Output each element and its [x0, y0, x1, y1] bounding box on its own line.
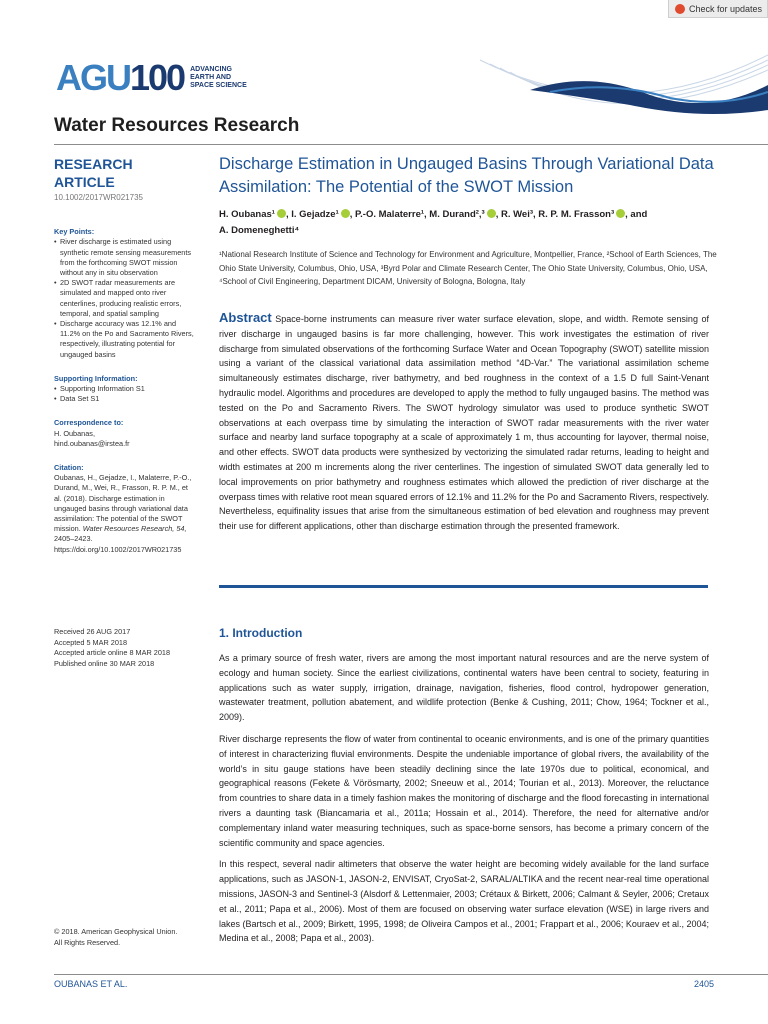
author-conjunction: , and: [625, 209, 648, 220]
header-divider: [54, 144, 768, 145]
doi[interactable]: 10.1002/2017WR021735: [54, 193, 143, 202]
paragraph: In this respect, several nadir altimeters that observe the water height are becoming widely available for the land surface applications, such as JASON-1, JASON-2, ENVISAT, CryoSat-2, SARAL/ALTIKA and the recent near-real time operational missions, JASON-3 and Sentinel-3 (Alsdorf & Lettenmaier, 2003; Crétaux & Birkett, 2006; Calmant & Seyler, 2006; Cretaux et al., 2011; Papa et al., 2006). Most of them are focused on observing water surface elevation (WSE) in large rivers and lakes (Bartsch et al., 2009; Birkett, 1995, 1998; de Oliveira Campos et al., 2001; Frappart et al., 2006; Kouraev et al., 2004; Medina et al., 2008; Papa et al., 2003).: [219, 859, 709, 944]
section-heading-introduction: 1. Introduction: [219, 626, 303, 640]
check-for-updates-label: Check for updates: [689, 3, 763, 14]
check-for-updates-button[interactable]: [668, 0, 768, 18]
correspondence-heading: Correspondence to:: [54, 418, 124, 428]
update-icon: [675, 4, 685, 14]
citation-tail[interactable]: 2405–2423. https://doi.org/10.1002/2017WR021735: [54, 534, 182, 554]
logo-tagline-1: ADVANCING: [190, 66, 232, 73]
orcid-icon[interactable]: [487, 209, 496, 218]
article-type-label: RESEARCH ARTICLE: [54, 156, 133, 190]
citation-journal: Water Resources Research, 54,: [82, 524, 187, 534]
logo-100-text: 100: [130, 57, 185, 98]
author: , P.-O. Malaterre¹, M. Durand²,³: [349, 209, 485, 220]
abstract: [219, 311, 709, 534]
accepted-online-date: Accepted article online 8 MAR 2018: [54, 648, 171, 657]
abstract-text: Space-borne instruments can measure river water surface elevation, slope, and width. Remote sensing of river discharge in ungauged basins is far more challenging, however. This work investigates the estimation of river discharge from simulated observations of the forthcoming Surface Water and Ocean Topography (SWOT) satellite mission using a variant of the classical variational data assimilation method “4D-Var.” The variational assimilation scheme simultaneously estimates discharge, river bathymetry, and bed roughness in the context of a 1.5 D full Saint-Venant hydraulic model. Algorithms and procedures are developed to apply the method to fully ungauged basins. The method was tested on the Po and Sacramento Rivers. The SWOT hydrology simulator was used to produce synthetic SWOT observations at each overpass time by simulating the interaction of SWOT radar measurements with the river water surface and nearby land surface topography at a scale of approximately 1 m, thus accounting for layover, thermal noise, and other effects. SWOT data products were synthesized by vectorizing the simulated radar returns, leading to height and width estimates at 200 m increments along the river centerlines. The ingestion of simulated SWOT data generally led to local improvements on prior bathymetry and roughness estimates which allowed the prediction of river discharge at the overpass times with relative root mean squared errors of 12.1% and 11.2% for the Po and Sacramento Rivers, respectively. Nevertheless, equifinality issues that arise from the simultaneous estimation of bed elevation and roughness may prevent their use for different applications, other than discharge estimation through the presented framework.: [219, 314, 709, 532]
supporting-item[interactable]: • Supporting Information S1: [54, 384, 194, 394]
article-dates: [54, 627, 204, 669]
author: , R. Wei³, R. P. M. Frasson³: [495, 209, 615, 220]
footer-divider: [54, 974, 768, 975]
citation-text: [54, 473, 194, 555]
page-number: 2405: [693, 979, 714, 989]
footer-authors: OUBANAS ET AL.: [54, 979, 128, 989]
paragraph: River discharge represents the flow of water from continental to oceanic environments, and is one of the primary quantities of interest in characterizing fluvial environments. Despite the undeniable importance of global rivers, the availability of the world’s in situ gauge stations have been steadily declining since the late 1970s due to political, economical, and geographical reasons (Fekete & Vörösmarty, 2002; Sneeuw et al., 2014; Tourian et al., 2013). Moreover, the reluctance from countries to share data in a timely fashion makes the monitoring of discharge and the flood forecasting in international rivers a daunting task (Biancamaria et al., 2011a; Hossain et al., 2014). Therefore, the need for alternative and/or complementary inland water measuring techniques, such as space-borne sensors, has become a primary concern of the scientific community and space agencies.: [219, 733, 709, 848]
key-point: • 2D SWOT radar measurements are simulated and mapped onto river centerlines, producing realistic errors, temporal, and spatial sampling: [54, 278, 194, 319]
citation-heading: Citation:: [54, 463, 84, 473]
sidebar: [54, 155, 194, 555]
orcid-icon[interactable]: [616, 209, 625, 218]
agu100-logo: [56, 57, 247, 98]
logo-agu-text: AGU: [56, 57, 130, 98]
author: , I. Gejadze¹: [285, 209, 339, 220]
introduction-body: [219, 651, 709, 953]
key-points-heading: Key Points:: [54, 227, 95, 237]
affiliations: ¹National Research Institute of Science and Technology for Environment and Agriculture, Montpellier, France, ²School of Earth Sciences, The Ohio State University, Columbus, Ohio, USA, ³Byrd Polar and Climate Research Center, The Ohio State University, Columbus, Ohio, USA, ⁴School of Civil Engineering, Department DICAM, University of Bologna, Bologna, Italy: [219, 250, 717, 286]
correspondence-name: H. Oubanas,: [54, 428, 95, 438]
correspondence-email[interactable]: hind.oubanas@irstea.fr: [54, 438, 130, 448]
citation-main: Oubanas, H., Gejadze, I., Malaterre, P.-O., Durand, M., Wei, R., Frasson, R. P. M., et al. (2018). Discharge estimation in ungauged basins through variational data assimilation: The potential of the SWOT mission.: [54, 473, 192, 534]
supporting-info-heading: Supporting Information:: [54, 373, 138, 383]
abstract-divider: [219, 585, 708, 588]
copyright: [54, 926, 204, 948]
logo-tagline: [190, 66, 247, 90]
orcid-icon[interactable]: [277, 209, 286, 218]
copyright-line-2: All Rights Reserved.: [54, 938, 121, 947]
author: A. Domeneghetti⁴: [219, 225, 300, 236]
accepted-date: Accepted 5 MAR 2018: [54, 637, 128, 647]
journal-title: Water Resources Research: [54, 115, 300, 136]
key-point: • River discharge is estimated using synthetic remote sensing measurements from the forthcoming SWOT mission without any in situ observation: [54, 237, 194, 278]
wave-graphic: [470, 50, 768, 120]
abstract-heading: Abstract: [219, 310, 272, 325]
supporting-item[interactable]: • Data Set S1: [54, 394, 194, 404]
supporting-info-list: [54, 384, 194, 404]
article-title: Discharge Estimation in Ungauged Basins Through Variational Data Assimilation: The Potential of the SWOT Mission: [219, 155, 714, 196]
author-list: [219, 207, 739, 239]
paragraph: As a primary source of fresh water, rivers are among the most important natural resources and are the nerve system of ecology and human society. Since the earliest civilizations, continental waters have been central to society, featuring in applications such as water supply, irrigation, drainage, navigation, fisheries, flood control, hydropower generation, wastewater treatment, pollution abatement, and wildlife protection (Benke & Cushing, 2011; Chow, 1964; Tockner et al., 2009).: [219, 653, 709, 723]
author: H. Oubanas¹: [219, 209, 275, 220]
published-date: Published online 30 MAR 2018: [54, 658, 155, 668]
received-date: Received 26 AUG 2017: [54, 627, 131, 636]
orcid-icon[interactable]: [341, 209, 350, 218]
logo-tagline-3: SPACE SCIENCE: [190, 82, 247, 89]
key-points-list: [54, 237, 194, 359]
logo-tagline-2: EARTH AND: [190, 74, 232, 81]
key-point: • Discharge accuracy was 12.1% and 11.2% on the Po and Sacramento Rivers, respectively, illustrating potential for ungauged basins: [54, 319, 194, 360]
copyright-line-1: © 2018. American Geophysical Union.: [54, 927, 178, 936]
